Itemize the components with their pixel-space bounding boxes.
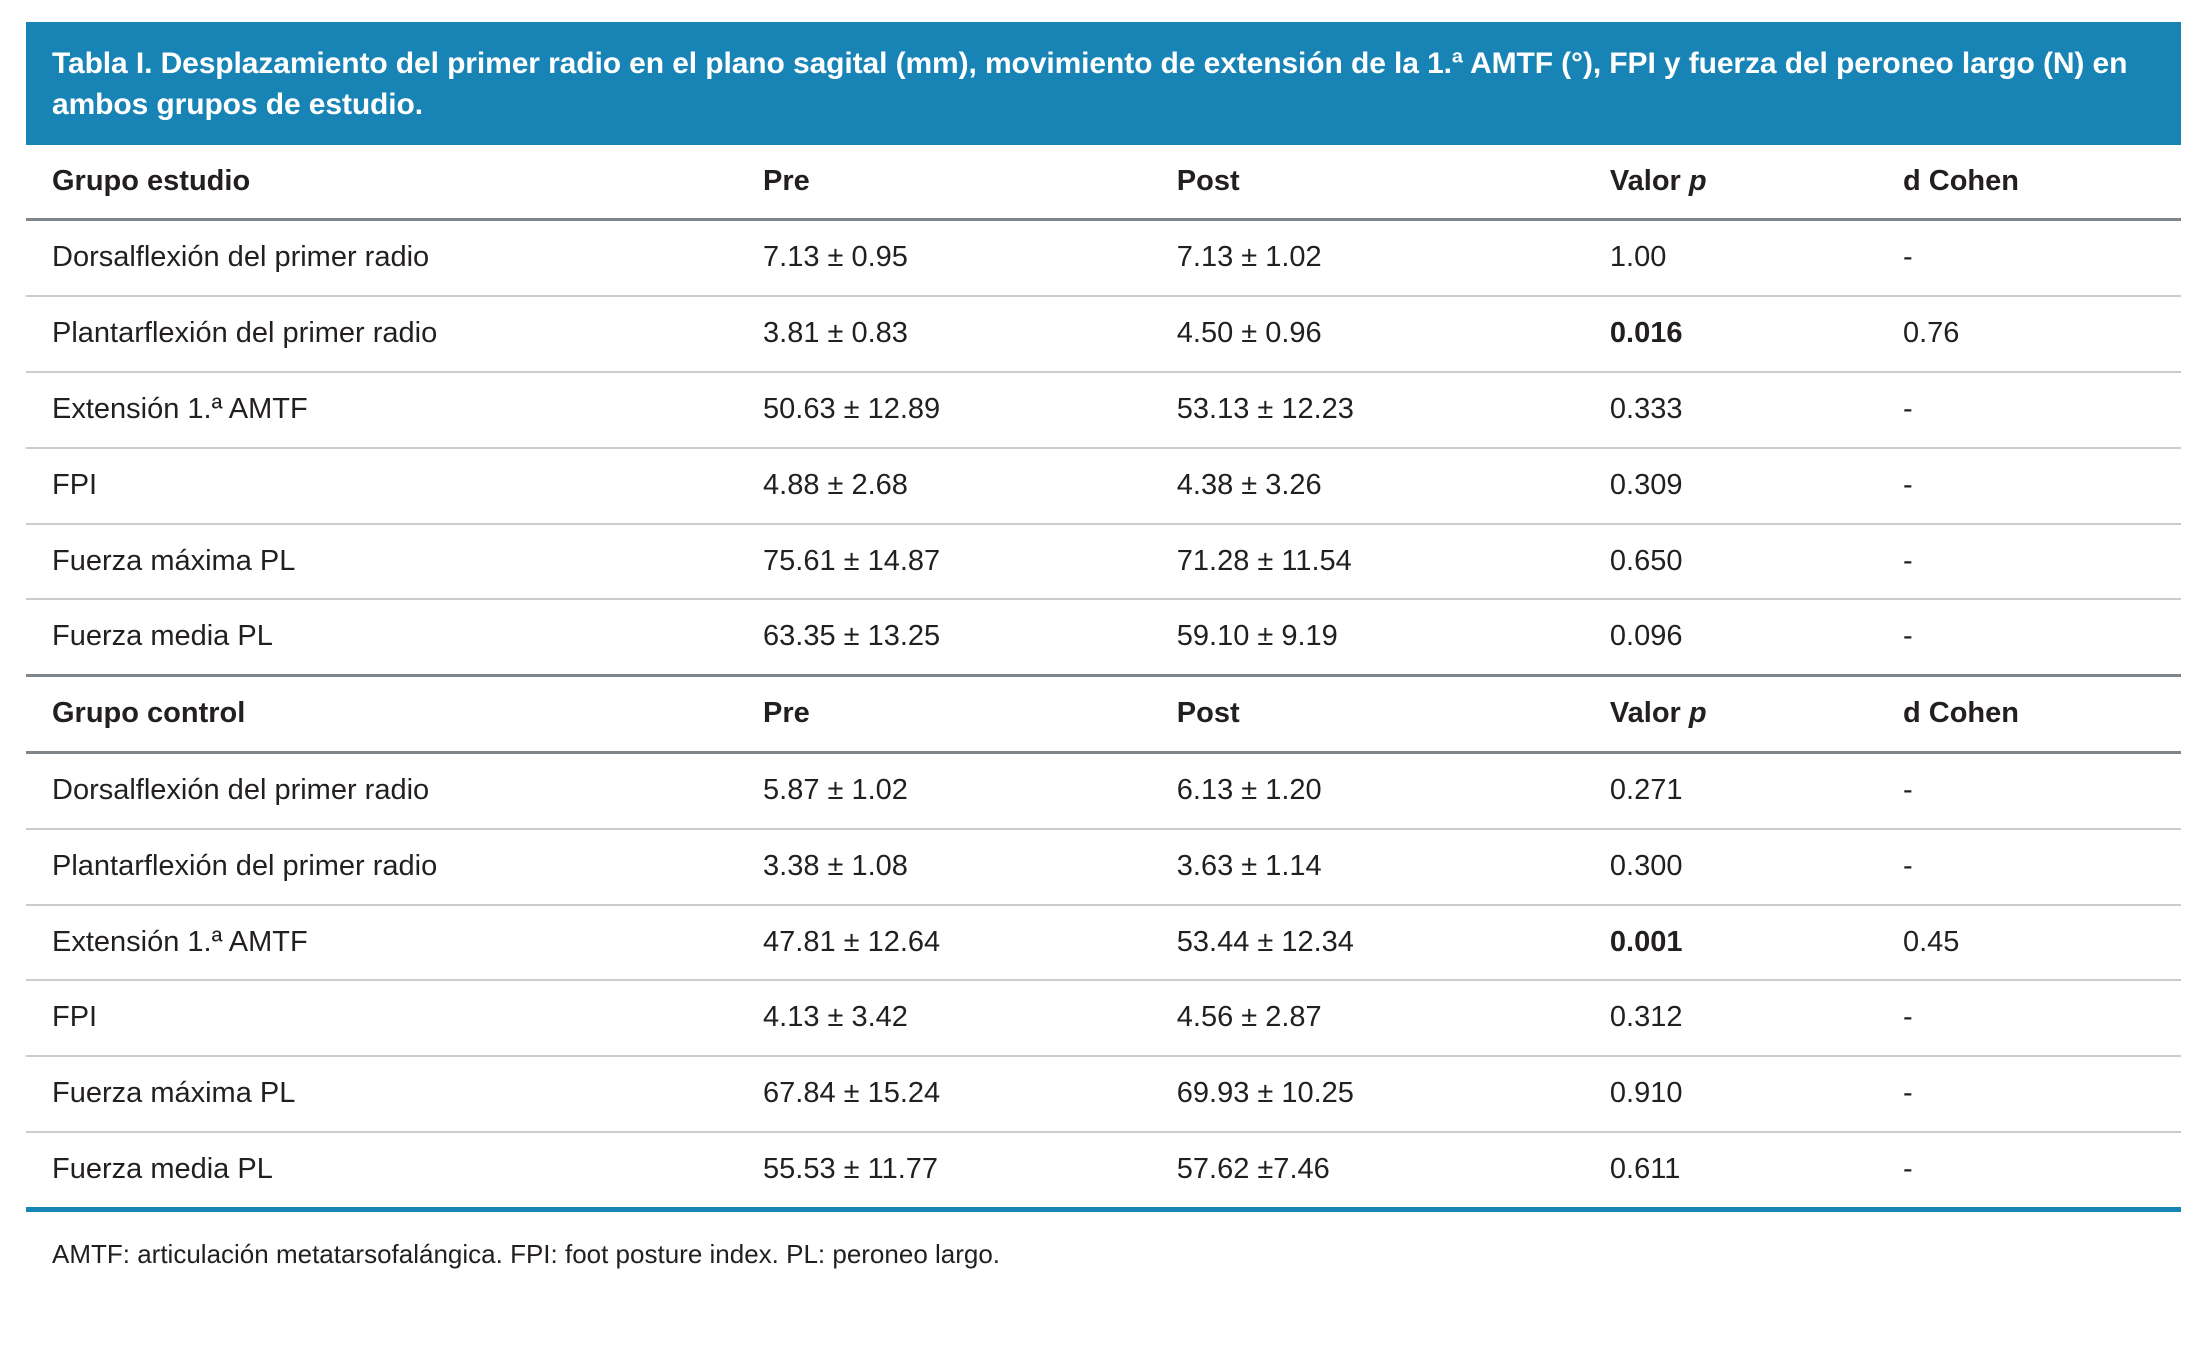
table-body — [26, 145, 2181, 1207]
cell-post-value: 57.62 ±7.46 — [1176, 1152, 1330, 1185]
cell-p-value: 0.309 — [1610, 448, 1903, 524]
cell-post-value: 6.13 ± 1.20 — [1177, 752, 1610, 828]
table-row — [26, 1056, 2181, 1132]
cell-pre-value: 50.63 ± 12.89 — [763, 372, 1177, 448]
cell-pre-value: 4.13 ± 3.42 — [763, 980, 1177, 1056]
cell-p-value: 0.312 — [1610, 980, 1903, 1056]
column-header-pvalue-control: Valor p — [1610, 676, 1903, 753]
cell-cohen-d: - — [1903, 220, 2181, 296]
table-row — [26, 1132, 2181, 1207]
cell-p-value: 0.611 — [1609, 1152, 1681, 1185]
table-row — [26, 524, 2181, 600]
cell-measure-label: Plantarflexión del primer radio — [26, 296, 763, 372]
cell-p-value: 0.333 — [1610, 372, 1903, 448]
cell-p-value: 0.016 — [1610, 296, 1903, 372]
cell-post-value: 7.13 ± 1.02 — [1177, 220, 1610, 296]
cell-measure-label: Fuerza máxima PL — [26, 1056, 763, 1132]
cell-cohen-d: - — [1903, 599, 2181, 675]
table-row — [26, 220, 2181, 296]
cell-cohen-d: - — [1903, 1056, 2181, 1132]
column-header-pvalue-study: Valor p — [1610, 145, 1903, 220]
cell-cohen-d: - — [1903, 980, 2181, 1056]
cell-pre-value: 4.88 ± 2.68 — [763, 448, 1177, 524]
table-row — [26, 599, 2181, 675]
cell-p-value: 0.001 — [1610, 905, 1903, 981]
cell-cohen-d: - — [1903, 752, 2181, 828]
cell-pre-value: 3.81 ± 0.83 — [763, 296, 1177, 372]
cell-cohen-d: - — [1903, 829, 2181, 905]
cell-post-value: 4.56 ± 2.87 — [1177, 980, 1610, 1056]
cell-p-value: 0.650 — [1610, 524, 1903, 600]
cell-post-value: 71.28 ± 11.54 — [1177, 524, 1610, 600]
cell-cohen-d: - — [1903, 448, 2181, 524]
pvalue-italic-p: p — [1688, 164, 1707, 197]
table-row — [26, 448, 2181, 524]
column-header-cohen-study: d Cohen — [1903, 145, 2181, 220]
cell-measure-label: Fuerza media PL — [52, 1152, 273, 1185]
column-header-group-control: Grupo control — [26, 676, 763, 753]
table-outer-border — [26, 22, 2181, 1212]
cell-pre-value: 75.61 ± 14.87 — [763, 524, 1177, 600]
cell-pre-value: 47.81 ± 12.64 — [763, 905, 1177, 981]
table-row — [26, 980, 2181, 1056]
cell-post-value: 4.50 ± 0.96 — [1177, 296, 1610, 372]
cell-measure-label: FPI — [26, 448, 763, 524]
column-header-post-control: Post — [1177, 676, 1610, 753]
column-header-cohen-control: d Cohen — [1903, 676, 2181, 753]
table-header-row-control — [26, 676, 2181, 753]
cell-p-value: 0.910 — [1610, 1056, 1903, 1132]
table-header-row-study — [26, 145, 2181, 220]
table-row — [26, 829, 2181, 905]
table-row — [26, 296, 2181, 372]
cell-measure-label: Extensión 1.ª AMTF — [26, 905, 763, 981]
cell-p-value: 0.271 — [1610, 752, 1903, 828]
cell-cohen-d: 0.76 — [1903, 296, 2181, 372]
cell-post-value: 4.38 ± 3.26 — [1177, 448, 1610, 524]
table-row — [26, 905, 2181, 981]
cell-post-value: 69.93 ± 10.25 — [1177, 1056, 1610, 1132]
cell-cohen-d: - — [1903, 372, 2181, 448]
cell-pre-value: 5.87 ± 1.02 — [763, 752, 1177, 828]
table-row — [26, 752, 2181, 828]
cell-p-value: 0.300 — [1610, 829, 1903, 905]
column-header-post-study: Post — [1177, 145, 1610, 220]
cell-post-value: 53.13 ± 12.23 — [1177, 372, 1610, 448]
cell-cohen-d: - — [1903, 524, 2181, 600]
column-header-group-study: Grupo estudio — [26, 145, 763, 220]
cell-pre-value: 7.13 ± 0.95 — [763, 220, 1177, 296]
cell-measure-label: Fuerza media PL — [26, 599, 763, 675]
table-caption: Tabla I. Desplazamiento del primer radio en el plano sagital (mm), movimiento de extensión de la 1.ª AMTF (°), FPI y fuerza del peroneo largo (N) en ambos grupos de estudio. — [26, 27, 2181, 145]
column-header-pre-control: Pre — [763, 676, 1177, 753]
pvalue-italic-p: p — [1688, 697, 1707, 730]
cell-measure-label: Dorsalflexión del primer radio — [26, 220, 763, 296]
cell-p-value: 0.096 — [1610, 599, 1903, 675]
cell-measure-label: Extensión 1.ª AMTF — [26, 372, 763, 448]
cell-pre-value: 63.35 ± 13.25 — [763, 599, 1177, 675]
cell-pre-value: 3.38 ± 1.08 — [763, 829, 1177, 905]
cell-measure-label: Plantarflexión del primer radio — [26, 829, 763, 905]
cell-post-value: 59.10 ± 9.19 — [1177, 599, 1610, 675]
cell-cohen-d: 0.45 — [1903, 905, 2181, 981]
cell-pre-value: 55.53 ± 11.77 — [763, 1152, 939, 1185]
cell-pre-value: 67.84 ± 15.24 — [763, 1056, 1177, 1132]
cell-cohen-d: - — [1902, 1152, 1913, 1185]
cell-measure-label: Dorsalflexión del primer radio — [26, 752, 763, 828]
data-table — [26, 145, 2181, 1207]
cell-post-value: 3.63 ± 1.14 — [1177, 829, 1610, 905]
cell-measure-label: Fuerza máxima PL — [26, 524, 763, 600]
table-row — [26, 372, 2181, 448]
cell-measure-label: FPI — [26, 980, 763, 1056]
column-header-pre-study: Pre — [763, 145, 1177, 220]
cell-p-value: 1.00 — [1610, 220, 1903, 296]
cell-post-value: 53.44 ± 12.34 — [1177, 905, 1610, 981]
table-footnote: AMTF: articulación metatarsofalángica. FPI: foot posture index. PL: peroneo largo. — [52, 1238, 1001, 1269]
